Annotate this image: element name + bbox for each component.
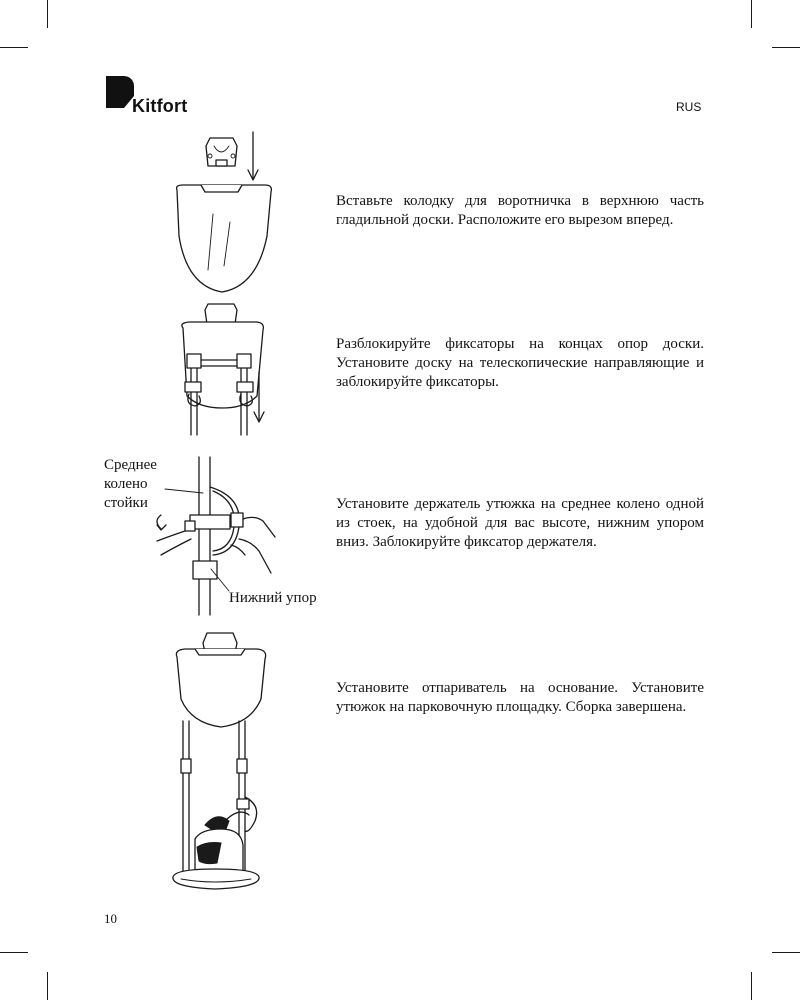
crop-mark	[772, 952, 800, 953]
brand-name: Kitfort	[132, 96, 188, 116]
figure-assembled-steamer	[165, 625, 280, 900]
page-number: 10	[104, 911, 117, 926]
crop-mark	[0, 952, 28, 953]
step-3-text: Установите держатель утюжка на среднее колено одной из стоек, на удобной для вас высоте, нижним упором вниз. Заблокируйте фиксатор держателя.	[336, 496, 704, 550]
crop-mark	[0, 47, 28, 48]
figure-board-locks	[165, 300, 280, 440]
language-code: RUS	[676, 100, 702, 114]
figure-collar-block	[165, 128, 280, 303]
step-4-text: Установите отпариватель на основание. Установите утюжок на парковочную площадку. Сборка завершена.	[336, 680, 704, 715]
crop-mark	[47, 0, 48, 28]
step-2-text: Разблокируйте фиксаторы на концах опор доски. Установите доску на телескопические направляющие и заблокируйте фиксаторы.	[336, 336, 704, 390]
label-bottom-stop: Нижний упор	[229, 590, 317, 606]
crop-mark	[751, 972, 752, 1000]
crop-mark	[772, 47, 800, 48]
label-middle-segment: Среднее колено стойки	[104, 457, 157, 511]
crop-mark	[751, 0, 752, 28]
step-1-text: Вставьте колодку для воротничка в верхнюю часть гладильной доски. Расположите его вырезом вперед.	[336, 193, 704, 228]
crop-mark	[47, 972, 48, 1000]
